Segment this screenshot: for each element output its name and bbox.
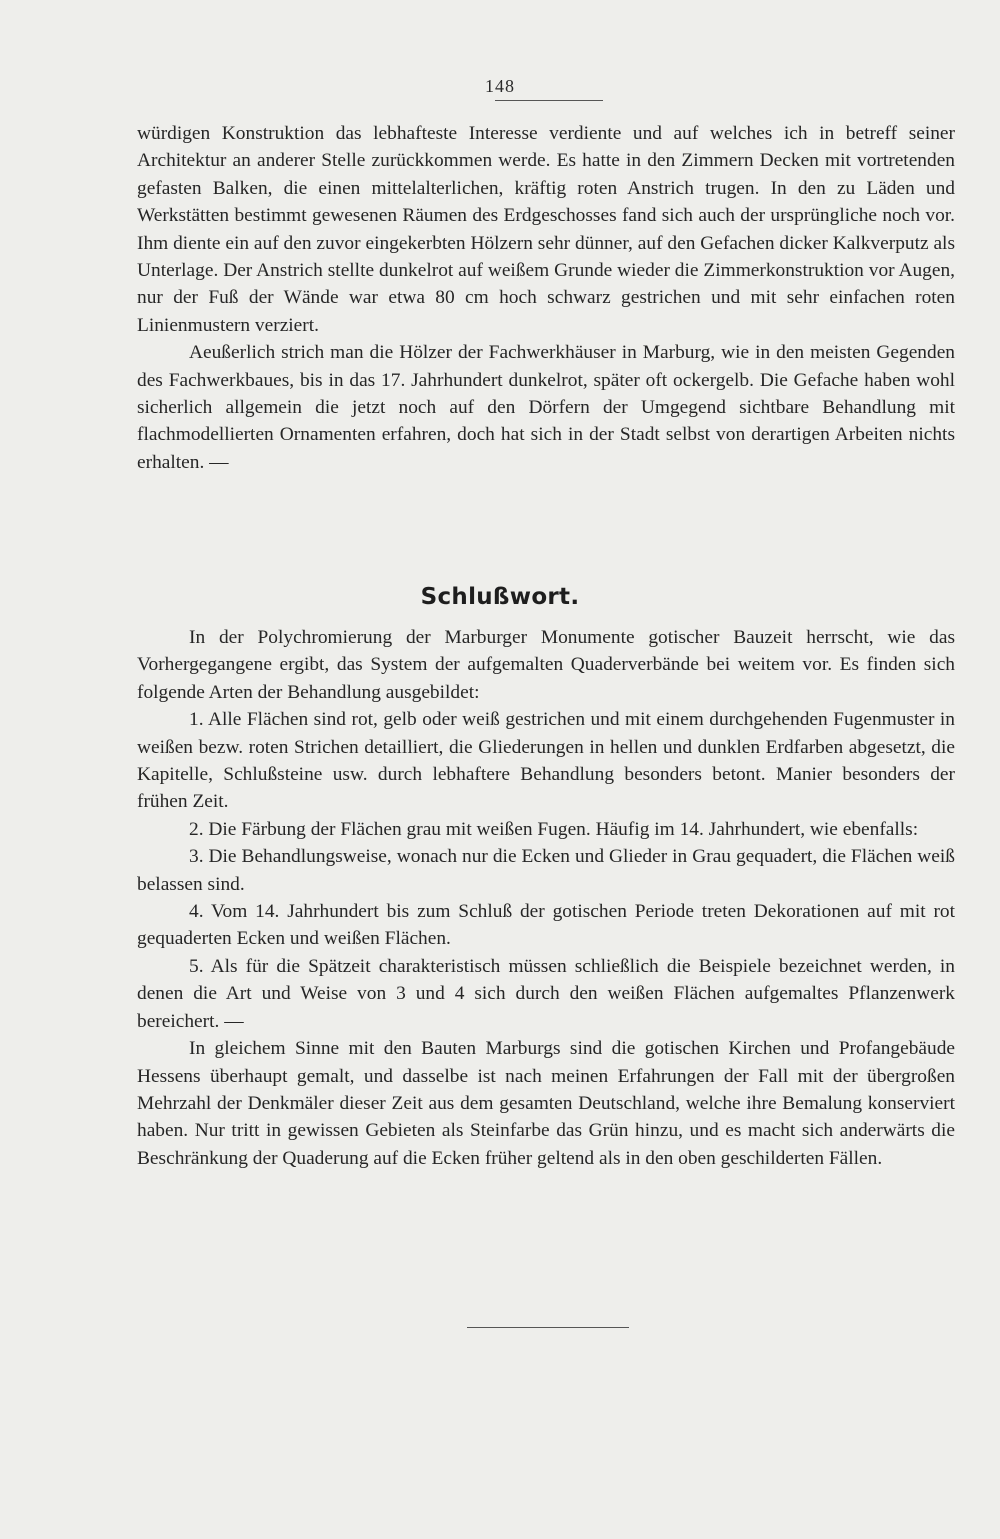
list-item: 2. Die Färbung der Flächen grau mit weißen Fugen. Häufig im 14. Jahrhundert, wie ebenfalls: xyxy=(189,818,919,840)
footer-rule xyxy=(467,1327,629,1328)
page-number: 148 xyxy=(485,76,515,96)
paragraph: In der Polychromierung der Marburger Monumente gotischer Bauzeit herrscht, wie das Vorhergegangene ergibt, das System der aufgemalten Quaderverbände bei weitem vor. Es finden sich folgende Arten der Behandlung ausgebildet: xyxy=(137,627,955,703)
list-item: 3. Die Behandlungsweise, wonach nur die Ecken und Glieder in Grau gequadert, die Flächen weiß belassen sind. xyxy=(137,846,955,895)
body-text-lower xyxy=(137,624,955,1172)
list-item: 1. Alle Flächen sind rot, gelb oder weiß gestrichen und mit einem durchgehenden Fugenmuster in weißen bezw. roten Strichen detailliert, die Gliederungen in hellen und dunklen Erdfarben abgesetzt, die Kapitelle, Schlußsteine usw. durch lebhaftere Behandlung besonders betont. Manier besonders der frühen Zeit. xyxy=(137,709,955,813)
header-rule xyxy=(495,100,603,101)
body-text-upper xyxy=(137,120,955,476)
section-title: Schlußwort. xyxy=(420,584,580,610)
list-item: 5. Als für die Spätzeit charakteristisch müssen schließlich die Beispiele bezeichnet werden, in denen die Art und Weise von 3 und 4 sich durch den weißen Flächen aufgemaltes Pflanzenwerk bereichert. — xyxy=(137,955,955,1032)
paragraph: Aeußerlich strich man die Hölzer der Fachwerkhäuser in Marburg, wie in den meisten Gegenden des Fachwerkbaues, bis in das 17. Jahrhundert dunkelrot, später oft ockergelb. Die Gefache haben wohl sicherlich allgemein die jetzt noch auf den Dörfern der Umgegend sichtbare Behandlung mit flachmodellierten Ornamenten erfahren, doch hat sich in der Stadt selbst von derartigen Arbeiten nichts erhalten. — xyxy=(137,342,955,473)
paragraph-continuation: würdigen Konstruktion das lebhafteste Interesse verdiente und auf welches ich in betreff seiner Architektur an anderer Stelle zurückkommen werde. Es hatte in den Zimmern Decken mit vortretenden gefasten Balken, die einen mittelalterlichen, kräftig roten Anstrich trugen. In den zu Läden und Werkstätten bestimmt gewesenen Räumen des Erdgeschosses fand sich auch der ursprüngliche noch vor. Ihm diente ein auf den zuvor eingekerbten Hölzern sehr dünner, auf den Gefachen dicker Kalkverputz als Unterlage. Der Anstrich stellte dunkelrot auf weißem Grunde wieder die Zimmerkonstruktion vor Augen, nur der Fuß der Wände war etwa 80 cm hoch schwarz gestrichen und mit sehr einfachen roten Linienmustern verziert. xyxy=(137,123,955,336)
list-item: 4. Vom 14. Jahrhundert bis zum Schluß der gotischen Periode treten Dekorationen auf mit rot gequaderten Ecken und weißen Flächen. xyxy=(137,901,955,950)
paragraph: In gleichem Sinne mit den Bauten Marburgs sind die gotischen Kirchen und Profangebäude Hessens überhaupt gemalt, und dasselbe ist nach meinen Erfahrungen der Fall mit der übergroßen Mehrzahl der Denkmäler dieser Zeit aus dem gesamten Deutschland, welche ihre Bemalung konserviert haben. Nur tritt in gewissen Gebieten als Steinfarbe das Grün hinzu, und es macht sich anderwärts die Beschränkung der Quaderung auf die Ecken früher geltend als in den oben geschilderten Fällen. xyxy=(137,1038,955,1169)
